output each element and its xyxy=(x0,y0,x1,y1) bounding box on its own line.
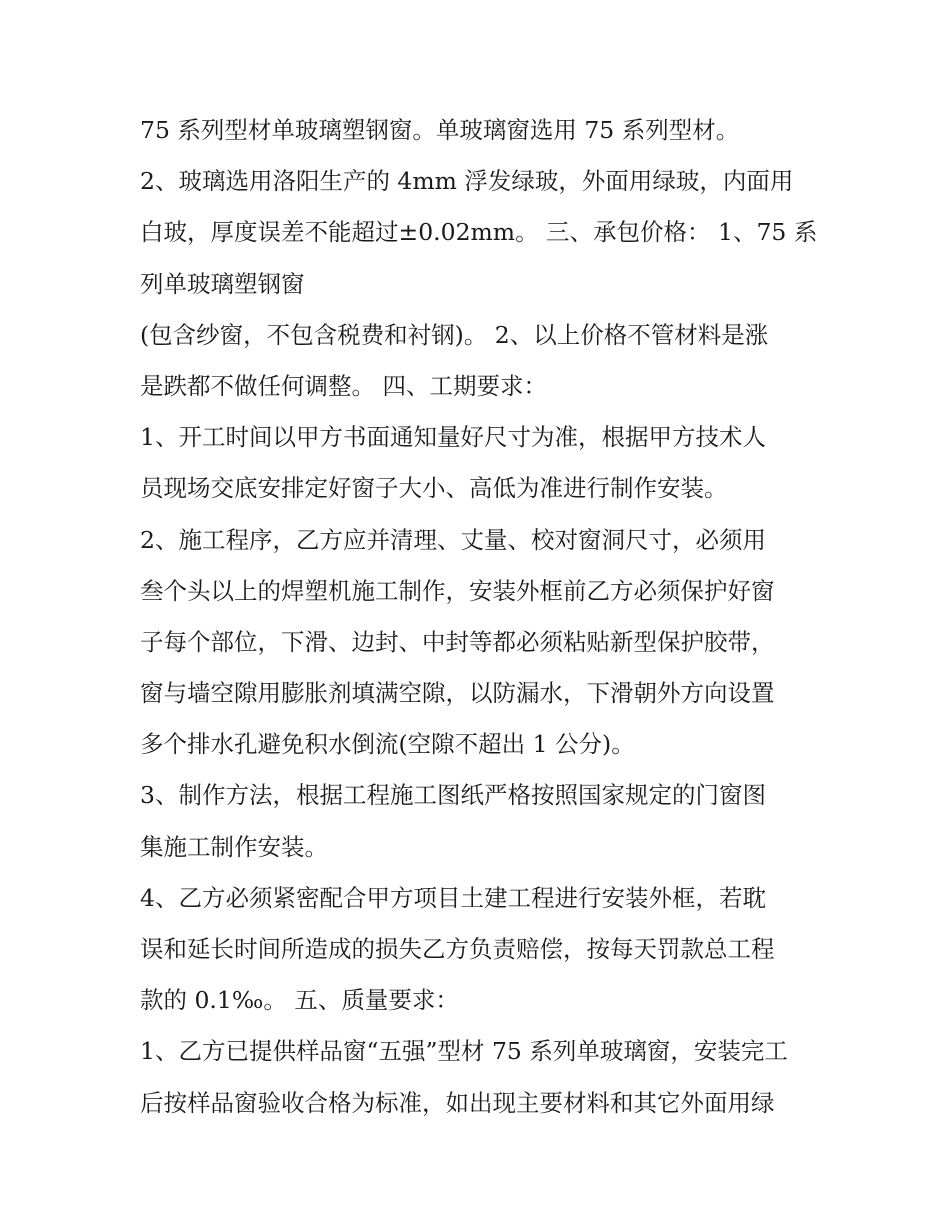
text-line: 多个排水孔避免积水倒流(空隙不超出 1 公分)。 xyxy=(140,730,635,759)
text-line: 4、乙方必须紧密配合甲方项目土建工程进行安装外框，若耽 xyxy=(140,883,766,912)
contract-text xyxy=(140,105,820,1129)
text-line: 子每个部位，下滑、边封、中封等都必须粘贴新型保护胶带， xyxy=(140,627,775,656)
text-line: 列单玻璃塑钢窗 xyxy=(140,269,305,298)
text-line: 是跌都不做任何调整。 四、工期要求： xyxy=(140,371,547,400)
text-line: 2、玻璃选用洛阳生产的 4mm 浮发绿玻，外面用绿玻，内面用 xyxy=(140,167,794,196)
text-line: 2、施工程序，乙方应并清理、丈量、校对窗洞尺寸，必须用 xyxy=(140,525,766,554)
text-line: 款的 0.1‰。 五、质量要求： xyxy=(140,986,459,1015)
text-line: 1、开工时间以甲方书面通知量好尺寸为准，根据甲方技术人 xyxy=(140,423,766,452)
text-line: 75 系列型材单玻璃塑钢窗。单玻璃窗选用 75 系列型材。 xyxy=(140,116,740,144)
text-line: 白玻，厚度误差不能超过±0.02mm。 三、承包价格： 1、75 系 xyxy=(140,218,818,247)
text-line: 1、乙方已提供样品窗“五强”型材 75 系列单玻璃窗，安装完工 xyxy=(140,1037,788,1066)
text-line: 集施工制作安装。 xyxy=(140,832,328,861)
text-line: 误和延长时间所造成的损失乙方负责赔偿，按每天罚款总工程 xyxy=(140,935,775,963)
text-line: (包含纱窗，不包含税费和衬钢)。 2、以上价格不管材料是涨 xyxy=(140,320,769,349)
text-line: 3、制作方法，根据工程施工图纸严格按照国家规定的门窗图 xyxy=(140,781,766,810)
text-line: 叁个头以上的焊塑机施工制作，安装外框前乙方必须保护好窗 xyxy=(140,576,775,605)
text-line: 窗与墙空隙用膨胀剂填满空隙，以防漏水，下滑朝外方向设置 xyxy=(140,679,775,708)
text-line: 后按样品窗验收合格为标准，如出现主要材料和其它外面用绿 xyxy=(140,1088,775,1117)
text-line: 员现场交底安排定好窗子大小、高低为准进行制作安装。 xyxy=(140,474,728,503)
